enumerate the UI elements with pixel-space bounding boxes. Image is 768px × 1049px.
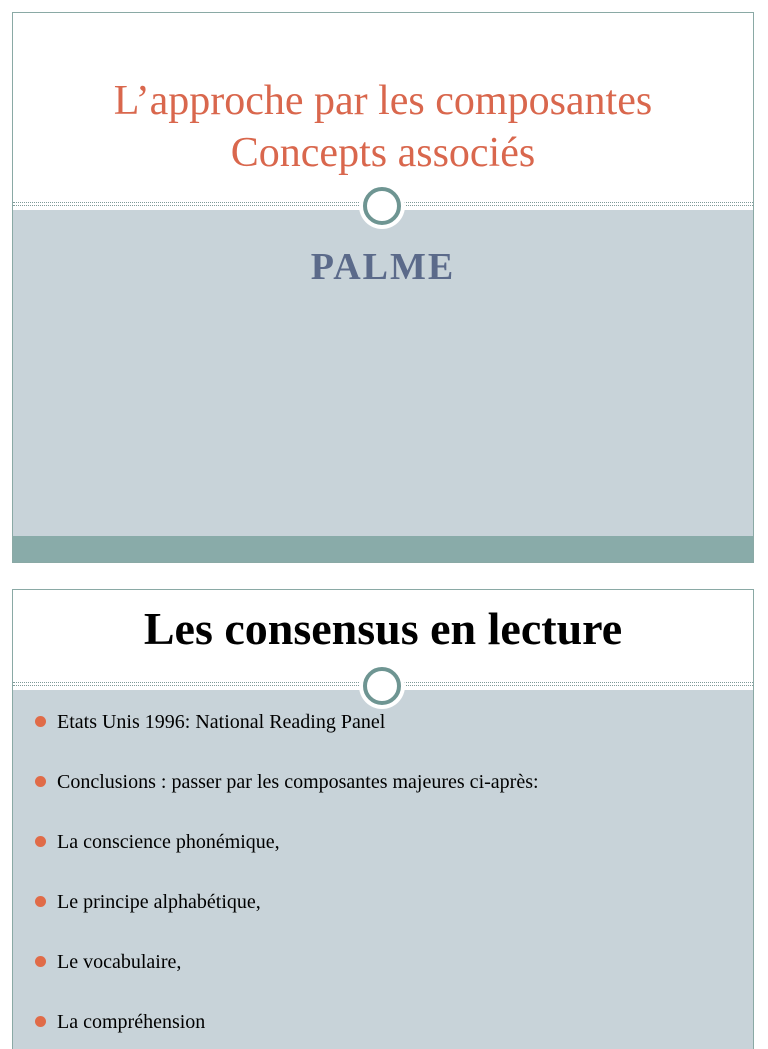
bullet-icon bbox=[35, 776, 46, 787]
list-item bbox=[33, 887, 539, 947]
bullet-text: La conscience phonémique, bbox=[57, 831, 280, 853]
slide-1-subtitle: PALME bbox=[310, 246, 456, 288]
bullet-text: Le vocabulaire, bbox=[57, 951, 182, 973]
bullet-icon bbox=[35, 896, 46, 907]
bullet-text: La compréhension bbox=[57, 1011, 206, 1033]
list-item bbox=[33, 827, 539, 887]
circle-ornament-icon bbox=[363, 187, 401, 225]
bullet-icon bbox=[35, 716, 46, 727]
bullet-icon bbox=[35, 956, 46, 967]
slide-1-title-line-1: L’approche par les composantes bbox=[113, 78, 653, 124]
slide-2-title: Les consensus en lecture bbox=[143, 603, 623, 654]
slide-1 bbox=[12, 12, 754, 563]
bullet-list bbox=[33, 707, 539, 1049]
bullet-text: Etats Unis 1996: National Reading Panel bbox=[57, 711, 386, 733]
list-item bbox=[33, 707, 539, 767]
list-item bbox=[33, 767, 539, 827]
list-item bbox=[33, 1007, 539, 1049]
slide-1-footer-band bbox=[13, 536, 753, 562]
slide-1-title-area bbox=[13, 13, 753, 203]
slide-1-title-line-2: Concepts associés bbox=[230, 130, 536, 176]
bullet-icon bbox=[35, 1016, 46, 1027]
list-item bbox=[33, 947, 539, 1007]
slide-2 bbox=[12, 589, 754, 1049]
circle-ornament-icon bbox=[363, 667, 401, 705]
bullet-text: Le principe alphabétique, bbox=[57, 891, 261, 913]
slide-1-title bbox=[13, 75, 753, 179]
bullet-text: Conclusions : passer par les composantes majeures ci-après: bbox=[57, 771, 539, 793]
bullet-icon bbox=[35, 836, 46, 847]
